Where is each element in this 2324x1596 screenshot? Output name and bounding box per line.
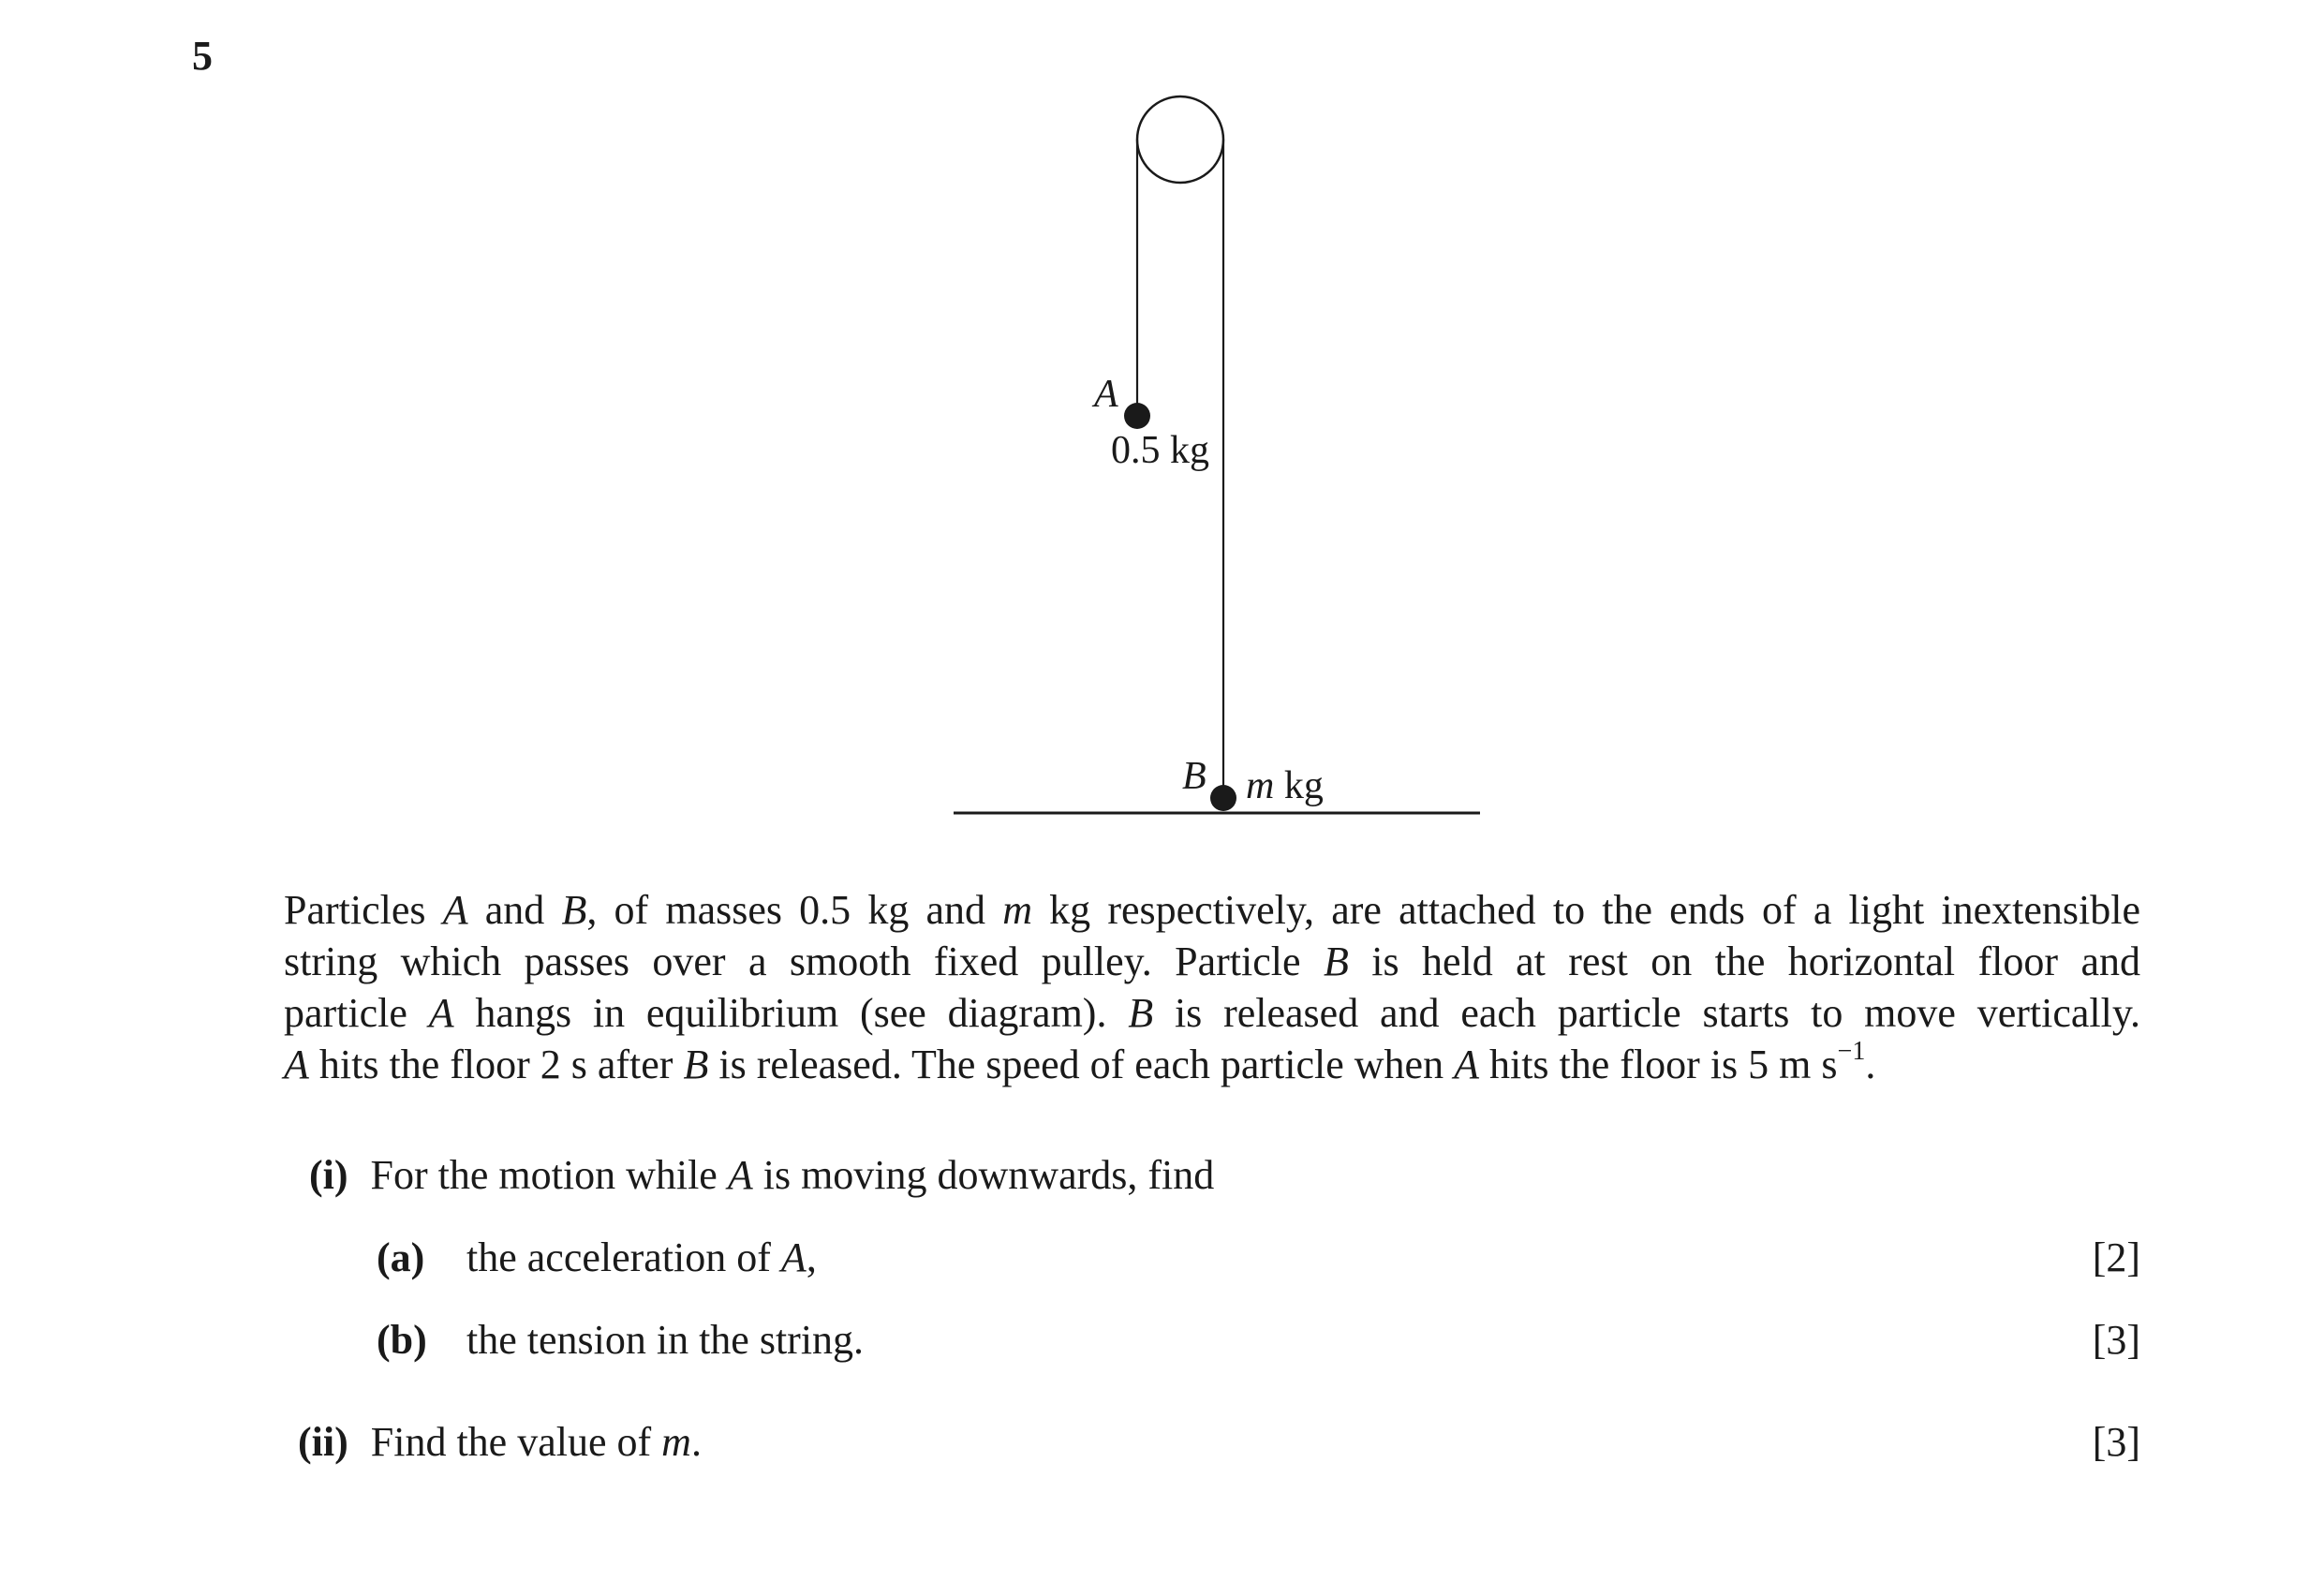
part-ii-var: m xyxy=(661,1419,691,1465)
part-i xyxy=(309,1152,1215,1198)
unit-exponent: −1 xyxy=(1837,1037,1866,1066)
question-number: 5 xyxy=(192,33,213,79)
line2-seg-0: string which passes over a smooth fixed pulley. Particle xyxy=(284,938,1324,984)
part-a-text-2: , xyxy=(806,1234,817,1280)
line1-seg-5: m xyxy=(1002,887,1032,933)
line1-seg-4: , of masses 0.5 kg and xyxy=(586,887,1003,933)
part-b-text: the tension in the string. xyxy=(466,1317,865,1363)
line3-seg-0: particle xyxy=(284,990,429,1036)
stem-line-3 xyxy=(284,987,2140,1039)
line3-seg-4: is released and each particle starts to move vertically. xyxy=(1153,990,2140,1036)
line3-seg-3: B xyxy=(1128,990,1154,1036)
part-ii-text-1: Find the value of xyxy=(370,1419,662,1465)
mass-b-var: m xyxy=(1246,764,1275,807)
particle-b xyxy=(1210,785,1236,811)
stem-line-4 xyxy=(284,1039,2140,1090)
mass-b-label xyxy=(1246,764,1324,807)
part-i-text-2: is moving downwards, find xyxy=(752,1152,1215,1198)
part-a-label: (a) xyxy=(377,1234,425,1280)
part-a xyxy=(377,1234,817,1280)
part-b-label: (b) xyxy=(377,1317,427,1363)
line4-seg-3: is released. The speed of each particle when xyxy=(708,1042,1455,1087)
part-ii-label: (ii) xyxy=(298,1419,348,1465)
part-ii-text-2: . xyxy=(690,1419,702,1465)
part-b xyxy=(377,1317,865,1363)
stem-line-2 xyxy=(284,936,2140,987)
line3-seg-2: hangs in equilibrium (see diagram). xyxy=(453,990,1129,1036)
part-i-var: A xyxy=(727,1152,753,1198)
part-i-label: (i) xyxy=(309,1152,348,1198)
line4-end: . xyxy=(1865,1042,1876,1087)
line2-seg-2: is held at rest on the horizontal floor and xyxy=(1348,938,2140,984)
part-i-text-1: For the motion while xyxy=(370,1152,728,1198)
line4-seg-5: hits the floor is 5 m s xyxy=(1478,1042,1838,1087)
line1-seg-2: and xyxy=(467,887,562,933)
particle-a xyxy=(1124,403,1150,429)
line3-seg-1: A xyxy=(428,990,454,1036)
part-a-text-1: the acceleration of xyxy=(466,1234,781,1280)
line4-seg-0: A xyxy=(284,1042,309,1087)
part-a-var: A xyxy=(780,1234,807,1280)
label-a: A xyxy=(1094,373,1118,416)
part-ii-mark: [3] xyxy=(2092,1419,2140,1465)
line4-seg-4: A xyxy=(1454,1042,1479,1087)
line4-seg-2: B xyxy=(683,1042,709,1087)
line1-seg-6: kg respectively, are attached to the ends of a light inextensible xyxy=(1032,887,2140,933)
mass-b-unit: kg xyxy=(1283,764,1324,807)
part-ii xyxy=(298,1419,702,1465)
stem-line-1 xyxy=(284,884,2140,936)
question-stem xyxy=(284,884,2140,1090)
line2-seg-1: B xyxy=(1323,938,1349,984)
part-b-mark: [3] xyxy=(2092,1317,2140,1363)
label-b: B xyxy=(1182,755,1206,798)
mass-a-label: 0.5 kg xyxy=(1111,429,1209,472)
pulley-wheel xyxy=(1137,96,1223,183)
line1-seg-1: A xyxy=(442,887,468,933)
line4-seg-1: hits the floor 2 s after xyxy=(308,1042,684,1087)
line1-seg-0: Particles xyxy=(284,887,443,933)
part-a-mark: [2] xyxy=(2092,1234,2140,1280)
line1-seg-3: B xyxy=(561,887,587,933)
